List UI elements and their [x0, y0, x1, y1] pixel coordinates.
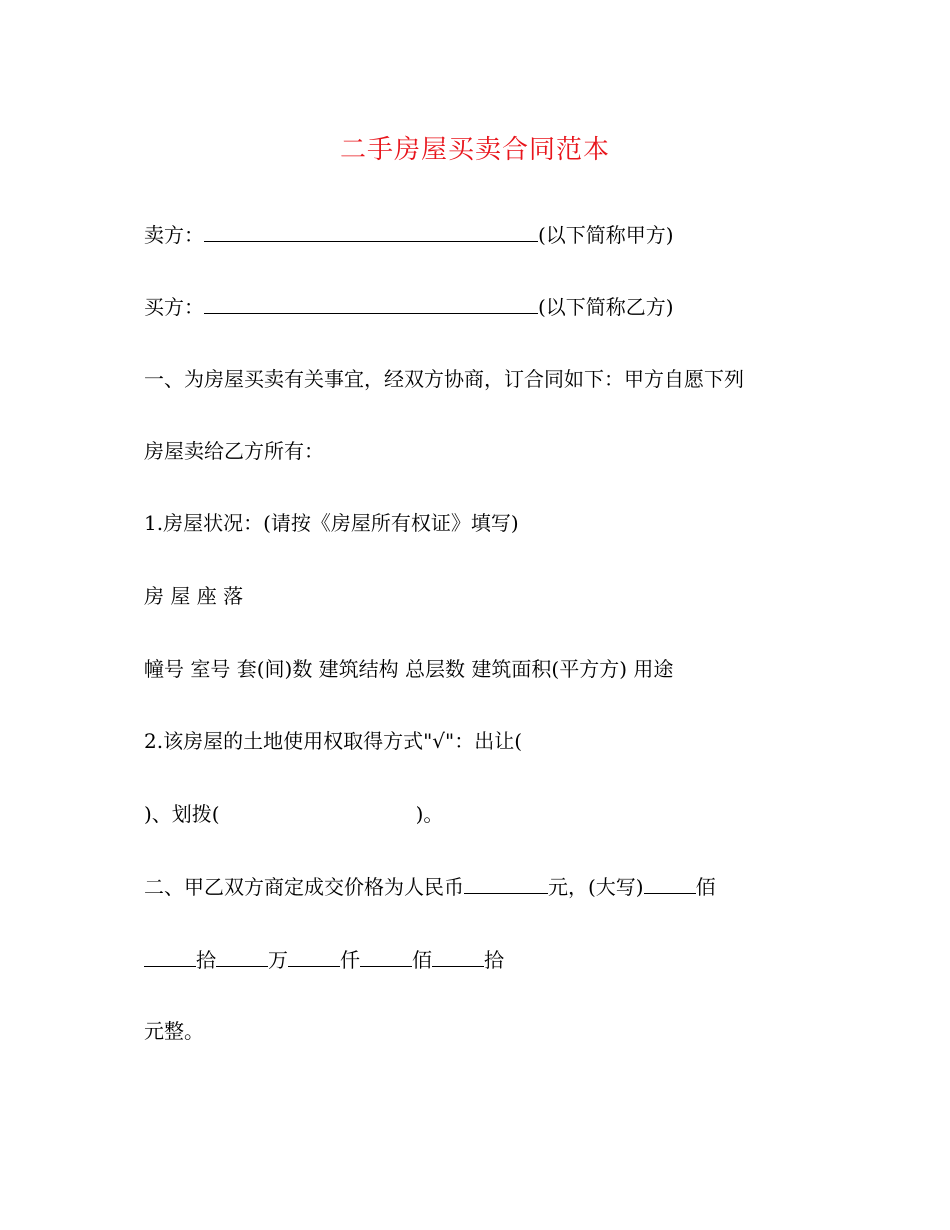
- item2-land-use-line1: 2.该房屋的土地使用权取得方式"√"：出让(: [144, 729, 523, 753]
- seller-name-blank[interactable]: [204, 219, 538, 242]
- unit-shi-2: 拾: [484, 948, 504, 972]
- item2-land-use-line2: [144, 799, 443, 829]
- unit-qian: 仟: [340, 948, 360, 972]
- buyer-label: 买方：: [144, 295, 204, 319]
- price-text: 二、甲乙双方商定成交价格为人民币: [144, 875, 464, 899]
- allocation-label: )、划拨(: [144, 802, 220, 826]
- buyer-line: [144, 291, 674, 322]
- page-title: 二手房屋买卖合同范本: [339, 135, 610, 165]
- unit-wan: 万: [268, 948, 288, 972]
- seller-line: [144, 219, 674, 250]
- buyer-name-blank[interactable]: [204, 291, 538, 314]
- units-blank-3[interactable]: [288, 944, 340, 967]
- unit-shi-1: 拾: [196, 948, 216, 972]
- clause2-end: 元整。: [144, 1019, 204, 1043]
- unit-bai-2: 佰: [412, 948, 432, 972]
- units-blank-5[interactable]: [432, 944, 484, 967]
- price-capital-label: 元，(大写): [548, 875, 644, 899]
- price-amount-blank[interactable]: [464, 871, 548, 894]
- clause1-line1: 一、为房屋买卖有关事宜，经双方协商，订合同如下：甲方自愿下列: [144, 367, 744, 391]
- clause1-line2: 房屋卖给乙方所有：: [144, 439, 324, 463]
- units-blank-1[interactable]: [144, 944, 196, 967]
- house-location-label: 房 屋 座 落: [144, 584, 244, 608]
- allocation-end: )。: [415, 802, 444, 826]
- house-table-header: 幢号 室号 套(间)数 建筑结构 总层数 建筑面积(平方方) 用途: [144, 657, 674, 681]
- seller-suffix: (以下简称甲方): [538, 223, 674, 247]
- units-blank-2[interactable]: [216, 944, 268, 967]
- clause2-units-line: [144, 944, 504, 975]
- buyer-suffix: (以下简称乙方): [538, 295, 674, 319]
- units-blank-4[interactable]: [360, 944, 412, 967]
- seller-label: 卖方：: [144, 223, 204, 247]
- price-unit-bai-1: 佰: [695, 875, 716, 899]
- price-capital-blank-1[interactable]: [644, 871, 696, 894]
- item1-house-status: 1.房屋状况：(请按《房屋所有权证》填写): [144, 511, 519, 535]
- clause2-price-line: [144, 871, 716, 902]
